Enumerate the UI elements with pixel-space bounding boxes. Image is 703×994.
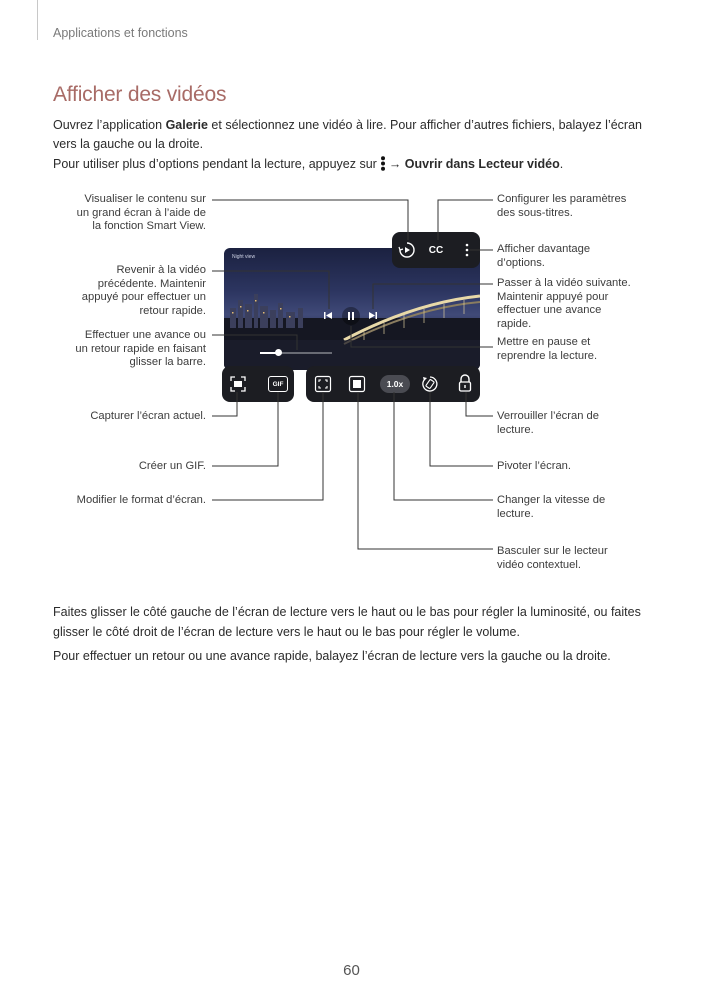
label-line: Configurer les paramètres bbox=[497, 193, 627, 205]
intro-text: . bbox=[559, 157, 564, 171]
label-gif bbox=[139, 460, 206, 474]
outro-paragraph-2: Pour effectuer un retour ou une avance rapide, balayez l’écran de lecture vers la gauche ou la droite. bbox=[53, 649, 611, 663]
label-line: retour rapide. bbox=[139, 304, 206, 317]
label-line: reprendre la lecture. bbox=[497, 349, 598, 362]
label-line: Pivoter l’écran. bbox=[497, 460, 571, 472]
label-popup bbox=[497, 545, 608, 572]
label-previous bbox=[82, 264, 206, 318]
label-line: Changer la vitesse de bbox=[497, 494, 606, 506]
page-number: 60 bbox=[343, 962, 360, 979]
label-lock bbox=[497, 410, 599, 437]
label-line: des sous-titres. bbox=[497, 206, 573, 219]
playback-speed-button[interactable]: 1.0x bbox=[380, 375, 410, 393]
label-line: Créer un GIF. bbox=[138, 460, 206, 472]
label-line: Verrouiller l’écran de bbox=[497, 410, 599, 422]
label-ratio bbox=[77, 494, 206, 508]
label-line: Visualiser le contenu sur bbox=[84, 193, 206, 205]
label-rotate bbox=[497, 460, 571, 474]
label-seek-bar bbox=[75, 329, 206, 370]
gif-button[interactable]: GIF bbox=[268, 376, 288, 392]
label-line: glisser la barre. bbox=[129, 356, 206, 368]
label-line: un retour rapide en faisant bbox=[75, 342, 206, 355]
section-header: Applications et fonctions bbox=[53, 26, 188, 40]
intro-text: Pour utiliser plus d’options pendant la lecture, appuyez sur bbox=[53, 157, 377, 171]
label-line: Passer à la vidéo suivante. bbox=[497, 277, 631, 289]
arrow: → bbox=[388, 157, 402, 171]
label-speed bbox=[497, 494, 605, 521]
label-line: précédente. Maintenir bbox=[97, 277, 206, 290]
label-next bbox=[497, 277, 631, 331]
intro-text: Ouvrez l’application bbox=[53, 118, 166, 132]
label-line: Mettre en pause et bbox=[497, 336, 591, 348]
label-line: d’options. bbox=[497, 256, 545, 269]
label-line: vidéo contextuel. bbox=[497, 558, 581, 571]
page-title: Afficher des vidéos bbox=[53, 83, 227, 106]
label-pause bbox=[497, 336, 597, 363]
video-title: Night view bbox=[232, 254, 256, 260]
label-line: la fonction Smart View. bbox=[92, 220, 206, 232]
gallery-app-name: Galerie bbox=[165, 118, 208, 132]
outro-paragraph-1: Faites glisser le côté gauche de l’écran de lecture vers le haut ou le bas pour régler la luminosité, ou faites glisser le côté droit de l’écran de lecture vers le haut ou le bas pour régler le volume. bbox=[53, 605, 641, 639]
label-line: lecture. bbox=[497, 423, 534, 436]
label-line: rapide. bbox=[497, 317, 532, 330]
label-more bbox=[497, 243, 590, 270]
intro-text: et sélectionnez une vidéo à lire. Pour afficher d’autres fichiers, balayez l’écran vers la gauche ou la droite. bbox=[53, 118, 642, 151]
label-line: Modifier le format d’écran. bbox=[76, 494, 206, 506]
label-capture bbox=[90, 410, 206, 424]
open-in-video-player: Ouvrir dans Lecteur vidéo bbox=[404, 157, 560, 171]
label-line: Afficher davantage bbox=[497, 243, 591, 255]
label-line: Capturer l’écran actuel. bbox=[90, 410, 206, 422]
label-line: lecture. bbox=[497, 507, 534, 520]
label-line: Basculer sur le lecteur bbox=[497, 545, 608, 557]
label-line: Revenir à la vidéo bbox=[116, 264, 206, 276]
label-smart-view bbox=[77, 193, 206, 234]
label-line: Maintenir appuyé pour bbox=[497, 290, 609, 303]
subtitles-button[interactable]: CC bbox=[428, 244, 444, 256]
label-line: un grand écran à l’aide de bbox=[76, 206, 206, 219]
label-line: appuyé pour effectuer un bbox=[81, 291, 206, 303]
label-line: effectuer une avance bbox=[497, 304, 602, 316]
label-line: Effectuer une avance ou bbox=[84, 329, 206, 341]
label-subtitles bbox=[497, 193, 626, 220]
